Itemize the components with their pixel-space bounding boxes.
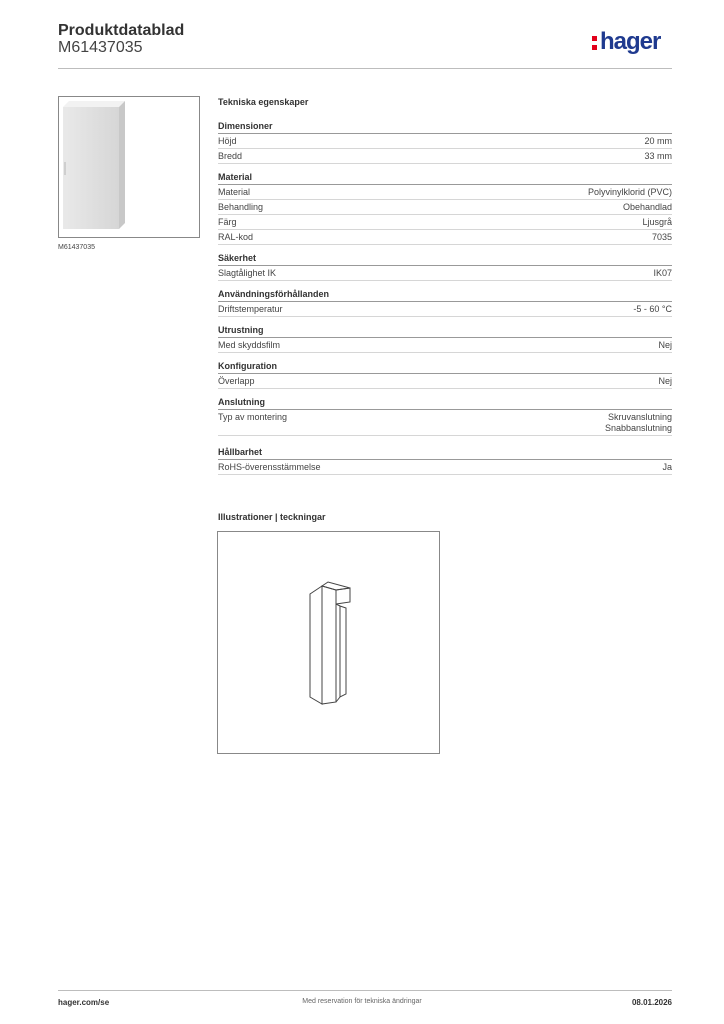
- spec-label: Med skyddsfilm: [218, 340, 281, 350]
- group-title: Hållbarhet: [218, 446, 672, 460]
- group-configuration: [218, 360, 672, 389]
- spec-label: RAL-kod: [218, 232, 254, 242]
- group-sustainability: [218, 446, 672, 475]
- footer-divider: [58, 990, 672, 991]
- spec-row: [218, 230, 672, 245]
- spec-value: -5 - 60 °C: [633, 304, 672, 314]
- spec-label: Överlapp: [218, 376, 255, 386]
- product-code: M61437035: [58, 39, 143, 56]
- spec-label: Behandling: [218, 202, 264, 212]
- group-title: Konfiguration: [218, 360, 672, 374]
- group-equipment: [218, 324, 672, 353]
- spec-value: 33 mm: [644, 151, 672, 161]
- spec-row: [218, 149, 672, 164]
- spec-label: RoHS-överensstämmelse: [218, 462, 321, 472]
- group-dimensions: [218, 120, 672, 164]
- specs-section: [218, 96, 672, 482]
- spec-label: Driftstemperatur: [218, 304, 283, 314]
- group-title: Dimensioner: [218, 120, 672, 134]
- footer-disclaimer: Med reservation för tekniska ändringar: [302, 998, 422, 1005]
- spec-value: Skruvanslutning: [607, 412, 672, 422]
- spec-row: [218, 134, 672, 149]
- technical-drawing: [217, 531, 440, 754]
- spec-label: Material: [218, 187, 251, 197]
- group-connection: [218, 396, 672, 436]
- hager-logo: [592, 30, 660, 54]
- spec-value: Polyvinylklorid (PVC): [587, 187, 672, 197]
- group-conditions: [218, 288, 672, 317]
- spec-row: [218, 460, 672, 475]
- spec-label: Typ av montering: [218, 412, 288, 422]
- header-divider: [58, 68, 672, 69]
- group-safety: [218, 252, 672, 281]
- group-title: Material: [218, 171, 672, 185]
- spec-value: Ljusgrå: [642, 217, 672, 227]
- spec-value: Ja: [662, 462, 672, 472]
- logo-colon-mark: [592, 30, 597, 54]
- group-title: Anslutning: [218, 396, 672, 410]
- logo-text: hager: [600, 28, 661, 55]
- spec-row: [218, 410, 672, 436]
- spec-row: [218, 338, 672, 353]
- spec-value: IK07: [653, 268, 672, 278]
- spec-label: Färg: [218, 217, 237, 227]
- spec-row: [218, 185, 672, 200]
- spec-row: [218, 200, 672, 215]
- spec-value: 7035: [651, 232, 672, 242]
- thumbnail-caption: M61437035: [58, 244, 95, 251]
- footer-date: 08.01.2026: [631, 998, 672, 1007]
- spec-value: Nej: [658, 376, 672, 386]
- product-photo-icon: [59, 97, 199, 237]
- group-title: Användningsförhållanden: [218, 288, 672, 302]
- spec-row: [218, 266, 672, 281]
- line-drawing-icon: [218, 532, 439, 753]
- spec-label: Höjd: [218, 136, 237, 146]
- spec-row: [218, 374, 672, 389]
- spec-value: 20 mm: [644, 136, 672, 146]
- specs-heading: Tekniska egenskaper: [218, 97, 309, 107]
- group-material: [218, 171, 672, 245]
- spec-label: Bredd: [218, 151, 243, 161]
- spec-value-list: [605, 412, 672, 434]
- group-title: Utrustning: [218, 324, 672, 338]
- spec-value: Obehandlad: [622, 202, 672, 212]
- spec-value: Nej: [658, 340, 672, 350]
- product-thumbnail: [58, 96, 200, 238]
- spec-label: Slagtålighet IK: [218, 268, 277, 278]
- page-title: Produktdatablad: [58, 22, 185, 39]
- illustrations-heading: Illustrationer | teckningar: [218, 512, 326, 522]
- footer-website[interactable]: hager.com/se: [58, 998, 110, 1007]
- spec-row: [218, 215, 672, 230]
- spec-value: Snabbanslutning: [604, 423, 672, 433]
- spec-row: [218, 302, 672, 317]
- group-title: Säkerhet: [218, 252, 672, 266]
